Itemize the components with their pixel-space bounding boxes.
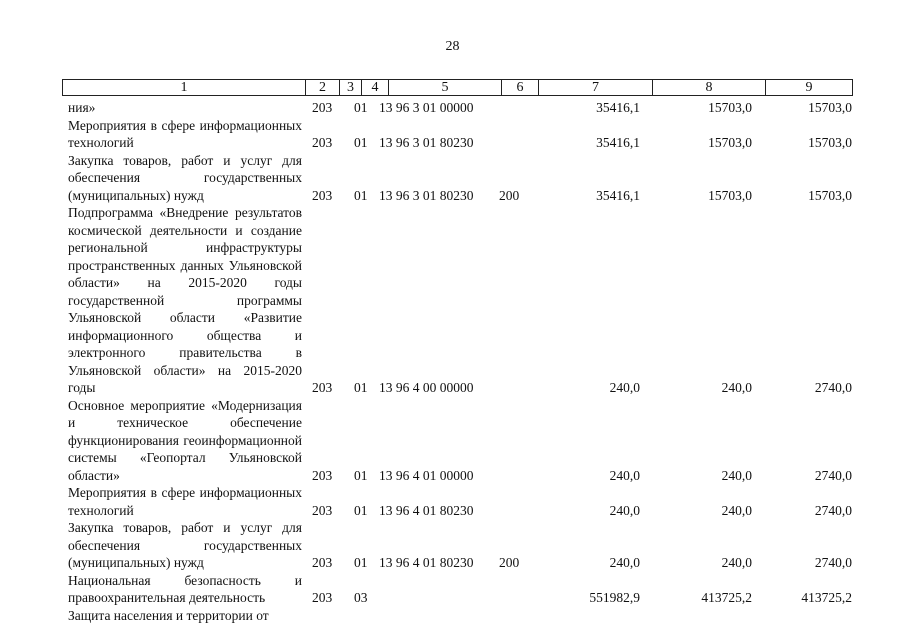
table-row bbox=[68, 607, 868, 625]
cell-target-code: 13 96 3 01 80230 bbox=[379, 135, 474, 150]
cell-section: 203 bbox=[312, 380, 333, 395]
header-col-3: 3 bbox=[340, 80, 362, 95]
row-description: Защита населения и территории от bbox=[68, 607, 269, 623]
cell-section: 203 bbox=[312, 502, 333, 518]
cell-amount-1: 240,0 bbox=[609, 380, 640, 395]
cell-amount-3: 2740,0 bbox=[814, 555, 852, 570]
cell-amount-3: 2740,0 bbox=[814, 380, 852, 395]
cell-amount-3: 15703,0 bbox=[808, 135, 852, 150]
cell-target-code: 13 96 4 01 80230 bbox=[379, 555, 474, 570]
cell-amount-1: 551982,9 bbox=[589, 590, 640, 605]
cell-subsection: 01 bbox=[354, 100, 368, 115]
cell-amount-2: 240,0 bbox=[721, 555, 752, 570]
cell-target-code: 13 96 3 01 00000 bbox=[379, 100, 474, 115]
header-col-7: 7 bbox=[539, 80, 653, 95]
cell-amount-2: 15703,0 bbox=[708, 135, 752, 150]
cell-amount-1: 35416,1 bbox=[596, 135, 640, 150]
cell-amount-3: 413725,2 bbox=[801, 590, 852, 605]
header-col-9: 9 bbox=[805, 80, 813, 95]
row-description: Основное мероприятие «Модернизация и техническое обеспечение функционирования геоинформационной системы «Геопортал Ульяновской области» bbox=[68, 397, 302, 483]
header-col-8: 8 bbox=[653, 80, 766, 95]
cell-amount-3: 15703,0 bbox=[808, 100, 852, 115]
table-row bbox=[68, 484, 868, 519]
header-col-1: 1 bbox=[63, 80, 306, 95]
cell-amount-1: 35416,1 bbox=[596, 100, 640, 115]
cell-section: 203 bbox=[312, 100, 333, 115]
row-description: ния» bbox=[68, 100, 96, 115]
cell-target-code: 13 96 4 01 80230 bbox=[379, 502, 474, 518]
table-row bbox=[68, 117, 868, 152]
cell-subsection: 01 bbox=[354, 380, 368, 395]
table-row bbox=[68, 152, 868, 205]
row-description: Национальная безопасность и правоохранительная деятельность bbox=[68, 572, 302, 605]
header-col-6: 6 bbox=[502, 80, 539, 95]
row-description: Подпрограмма «Внедрение результатов космической деятельности и создание региональной инфраструктуры пространственных данных Ульяновской области» на 2015-2020 годы государственной программы Ульяновской области «Развитие информационного общества и электронного правительства в Ульяновской области» на 2015-2020 годы bbox=[68, 205, 302, 395]
cell-amount-2: 15703,0 bbox=[708, 187, 752, 203]
cell-amount-1: 240,0 bbox=[609, 502, 640, 518]
cell-subsection: 01 bbox=[354, 555, 368, 570]
table-row bbox=[68, 397, 868, 485]
cell-amount-3: 2740,0 bbox=[814, 467, 852, 483]
cell-target-code: 13 96 4 01 00000 bbox=[379, 467, 474, 483]
cell-section: 203 bbox=[312, 467, 333, 483]
cell-subsection: 03 bbox=[354, 590, 368, 605]
cell-amount-3: 2740,0 bbox=[814, 502, 852, 518]
cell-amount-2: 240,0 bbox=[721, 380, 752, 395]
cell-target-code: 13 96 3 01 80230 bbox=[379, 187, 474, 203]
cell-amount-1: 35416,1 bbox=[596, 187, 640, 203]
cell-section: 203 bbox=[312, 590, 333, 605]
header-col-2: 2 bbox=[306, 80, 340, 95]
header-col-4: 4 bbox=[362, 80, 389, 95]
table-row bbox=[68, 519, 868, 572]
cell-subsection: 01 bbox=[354, 187, 368, 203]
cell-amount-1: 240,0 bbox=[609, 555, 640, 570]
table-row bbox=[68, 99, 868, 117]
cell-subsection: 01 bbox=[354, 502, 368, 518]
cell-expense-type: 200 bbox=[499, 187, 520, 203]
cell-target-code: 13 96 4 00 00000 bbox=[379, 380, 474, 395]
cell-amount-2: 413725,2 bbox=[701, 590, 752, 605]
row-description: Закупка товаров, работ и услуг для обеспечения государственных (муниципальных) нужд bbox=[68, 520, 302, 570]
cell-amount-2: 240,0 bbox=[721, 502, 752, 518]
cell-amount-1: 240,0 bbox=[609, 467, 640, 483]
table-row bbox=[68, 572, 868, 607]
table-body bbox=[68, 99, 868, 624]
cell-section: 203 bbox=[312, 187, 333, 203]
cell-subsection: 01 bbox=[354, 467, 368, 483]
row-description: Мероприятия в сфере информационных технологий bbox=[68, 485, 302, 518]
table-header bbox=[62, 79, 853, 96]
page-number: 28 bbox=[445, 39, 460, 54]
header-col-5: 5 bbox=[389, 80, 502, 95]
row-description: Закупка товаров, работ и услуг для обеспечения государственных (муниципальных) нужд bbox=[68, 152, 302, 203]
cell-subsection: 01 bbox=[354, 135, 368, 150]
cell-section: 203 bbox=[312, 135, 333, 150]
cell-amount-2: 15703,0 bbox=[708, 100, 752, 115]
row-description: Мероприятия в сфере информационных технологий bbox=[68, 117, 302, 150]
cell-amount-2: 240,0 bbox=[721, 467, 752, 483]
cell-amount-3: 15703,0 bbox=[808, 187, 852, 203]
table-row bbox=[68, 204, 868, 397]
cell-expense-type: 200 bbox=[499, 555, 520, 570]
cell-section: 203 bbox=[312, 555, 333, 570]
